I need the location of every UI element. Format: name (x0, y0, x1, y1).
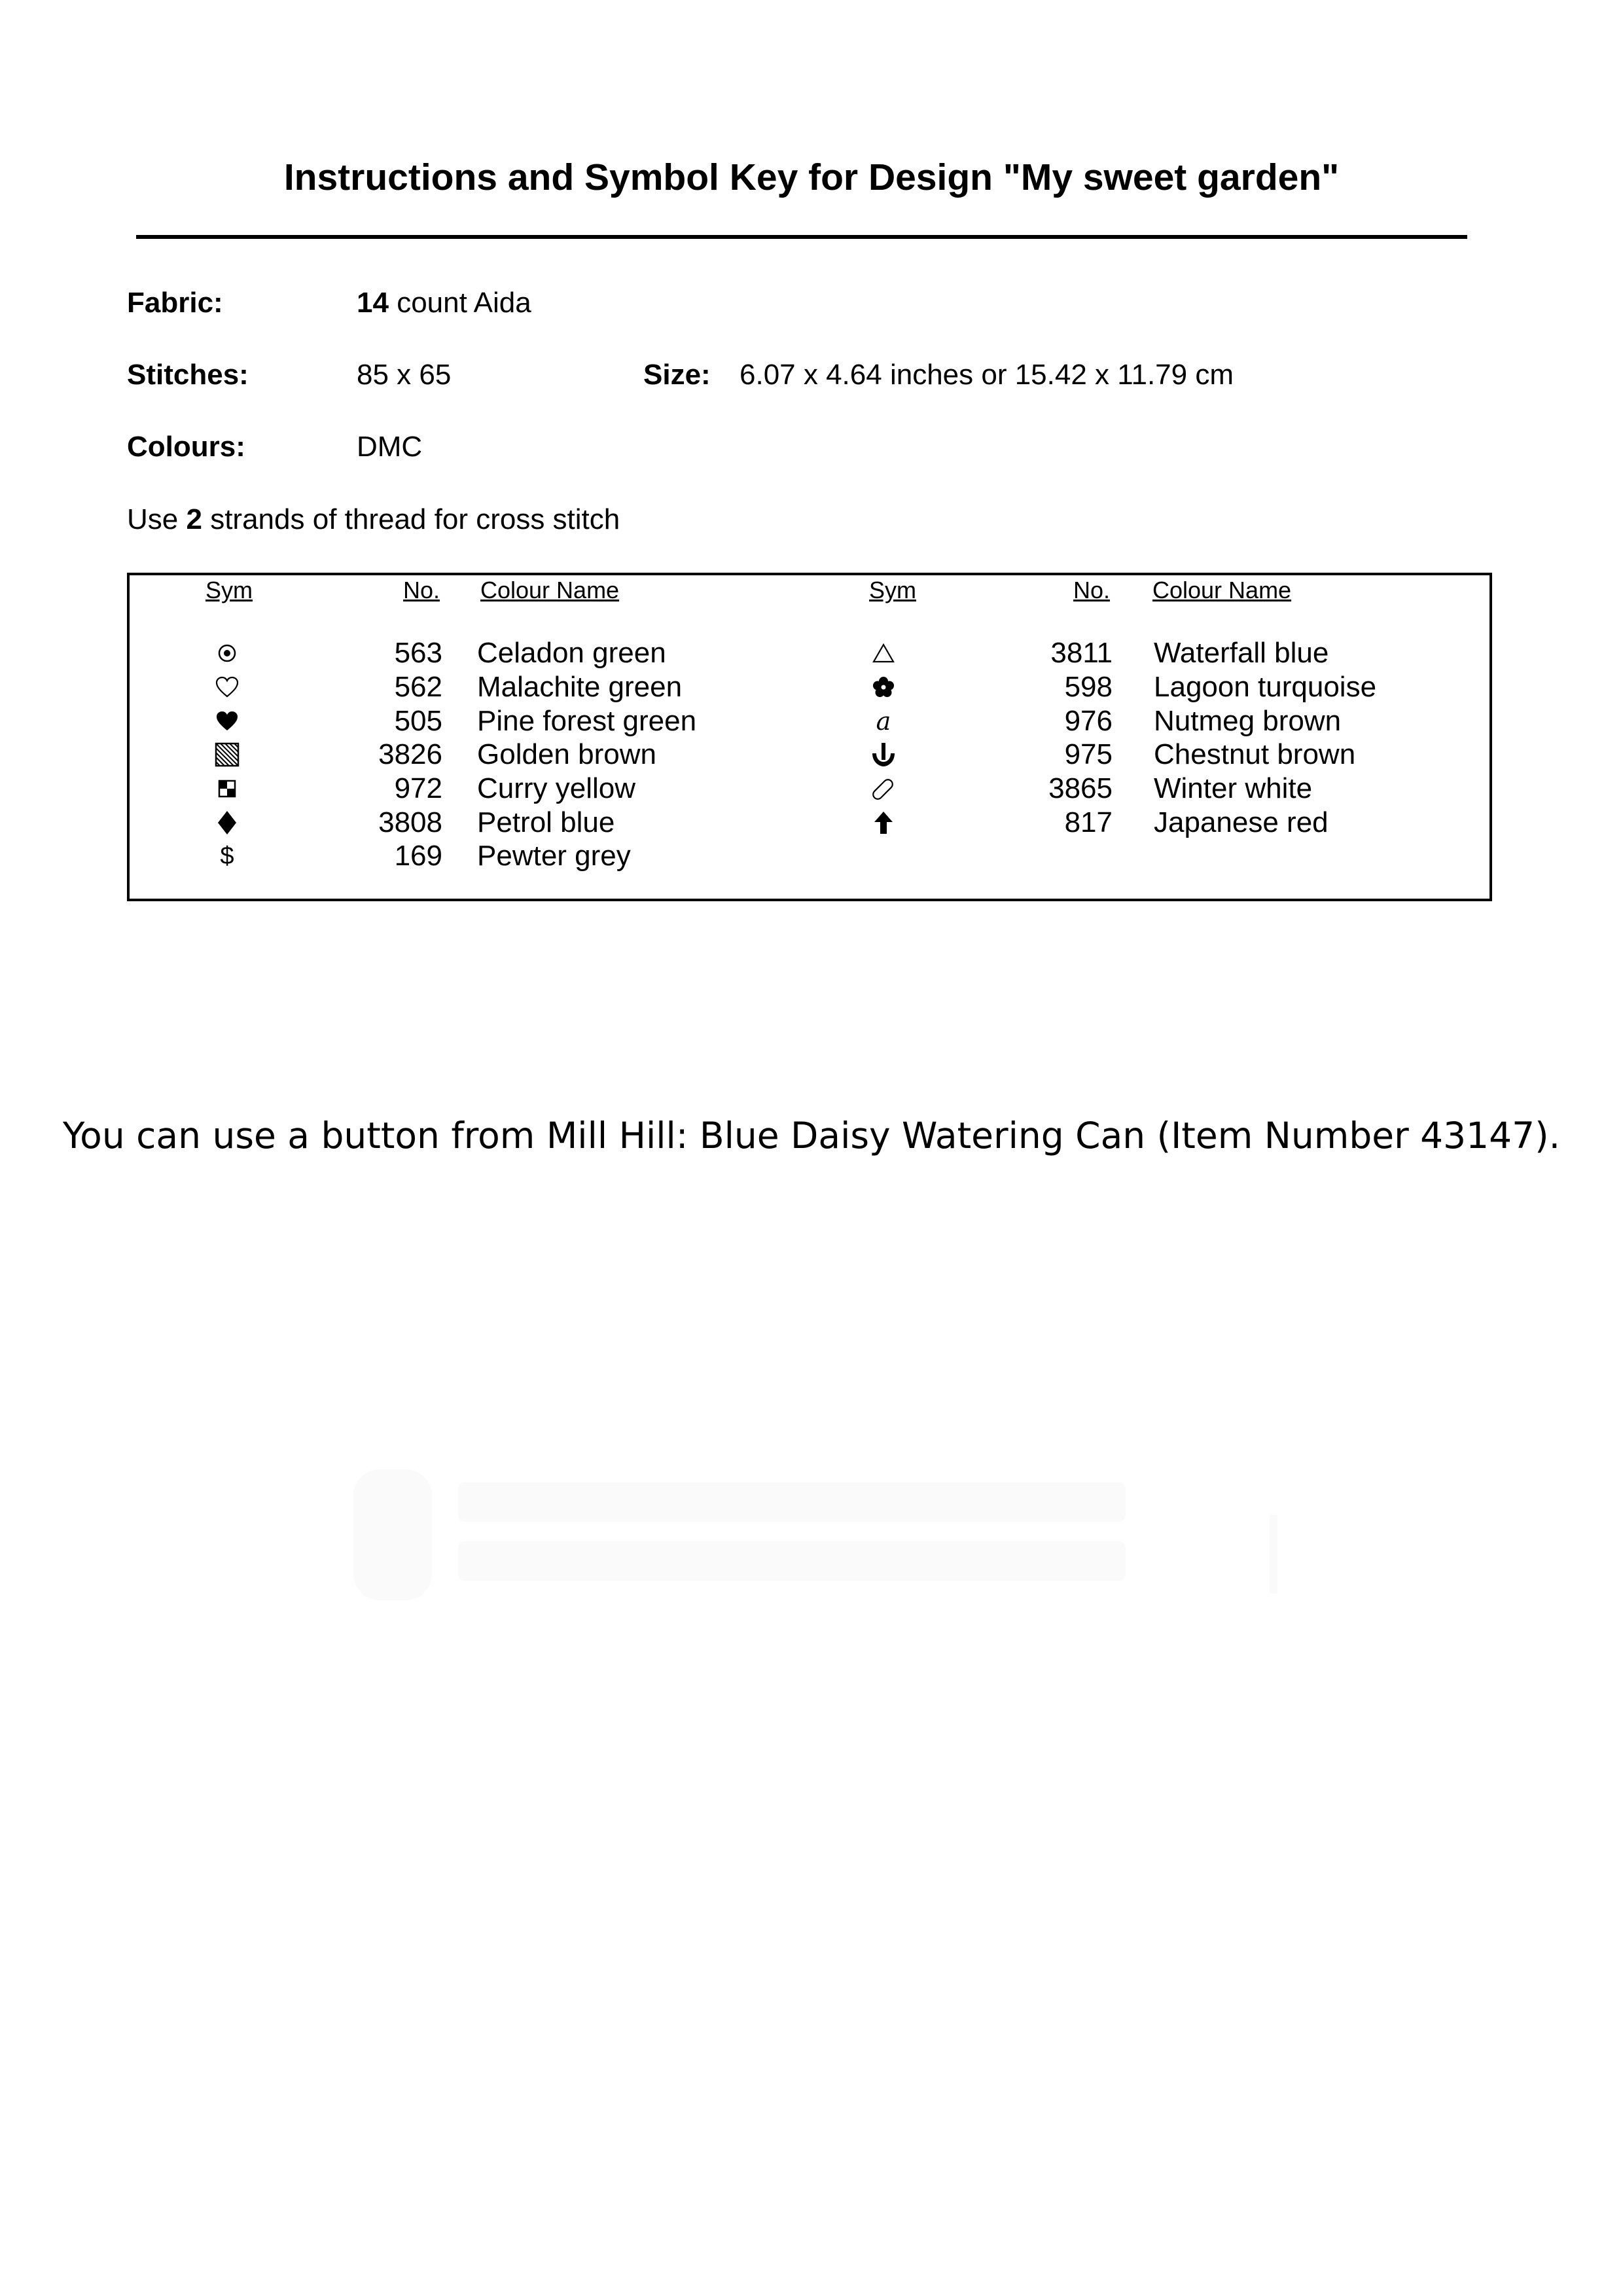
header-sym-right: Sym (869, 577, 916, 603)
colour-number: 169 (394, 840, 442, 872)
strands-prefix: Use (127, 503, 179, 535)
script-a-icon: a (876, 707, 891, 736)
strands-count: 2 (186, 503, 202, 535)
colour-number: 817 (1064, 806, 1113, 838)
symbol-key-table (127, 573, 1492, 901)
colour-name: Chestnut brown (1154, 738, 1356, 770)
title-divider (136, 235, 1467, 239)
strands-instruction (127, 502, 620, 537)
colour-name: Japanese red (1154, 806, 1329, 838)
capsule-icon (864, 772, 903, 806)
colour-number: 562 (394, 671, 442, 703)
triangle-outline-icon (864, 636, 903, 670)
size-value: 6.07 x 4.64 inches or 15.42 x 11.79 cm (740, 359, 1234, 391)
button-note: You can use a button from Mill Hill: Blue Daisy Watering Can (Item Number 43147). (62, 1115, 1561, 1157)
colour-number: 3826 (378, 738, 442, 770)
diamond-filled-icon (207, 806, 247, 840)
header-no-left: No. (403, 577, 440, 603)
header-name-left: Colour Name (480, 577, 620, 603)
colour-number: 505 (394, 705, 442, 737)
colour-name: Golden brown (477, 738, 656, 770)
colours-value: DMC (357, 431, 423, 463)
quartered-square-icon (207, 772, 247, 806)
fabric-value (357, 285, 531, 321)
colour-name: Pewter grey (477, 840, 631, 872)
colour-name: Winter white (1154, 772, 1313, 804)
colour-number: 976 (1064, 705, 1113, 737)
watermark-logo (353, 1463, 1289, 1607)
size-label: Size: (643, 359, 711, 391)
colour-name: Curry yellow (477, 772, 636, 804)
colour-number: 3811 (1050, 637, 1113, 669)
page-title: Instructions and Symbol Key for Design "My sweet garden" (283, 156, 1340, 198)
colour-name: Pine forest green (477, 705, 697, 737)
colour-name: Celadon green (477, 637, 666, 669)
heart-filled-icon (207, 704, 247, 738)
colour-number: 3808 (378, 806, 442, 838)
stitches-label: Stitches: (127, 359, 249, 391)
colour-number: 563 (394, 637, 442, 669)
colour-name: Petrol blue (477, 806, 615, 838)
header-no-right: No. (1073, 577, 1111, 603)
colour-name: Nutmeg brown (1154, 705, 1342, 737)
colour-name: Lagoon turquoise (1154, 671, 1377, 703)
colour-number: 598 (1064, 671, 1113, 703)
hatched-square-icon (207, 738, 247, 772)
flower-icon (864, 670, 903, 704)
arrow-up-icon (864, 806, 903, 840)
header-name-right: Colour Name (1152, 577, 1292, 603)
colour-name: Malachite green (477, 671, 683, 703)
colour-number: 972 (394, 772, 442, 804)
fabric-text: count Aida (397, 287, 531, 319)
circle-dot-icon (207, 636, 247, 670)
header-sym-left: Sym (205, 577, 253, 603)
colour-number: 975 (1064, 738, 1113, 770)
fabric-label: Fabric: (127, 287, 223, 319)
anchor-hook-icon (864, 738, 903, 772)
colours-label: Colours: (127, 431, 245, 463)
fabric-count: 14 (357, 287, 389, 319)
stitches-value: 85 x 65 (357, 359, 452, 391)
strands-suffix: strands of thread for cross stitch (210, 503, 620, 535)
heart-outline-icon (207, 670, 247, 704)
colour-name: Waterfall blue (1154, 637, 1329, 669)
colour-number: 3865 (1048, 772, 1113, 804)
dollar-sign-icon: $ (220, 842, 234, 870)
